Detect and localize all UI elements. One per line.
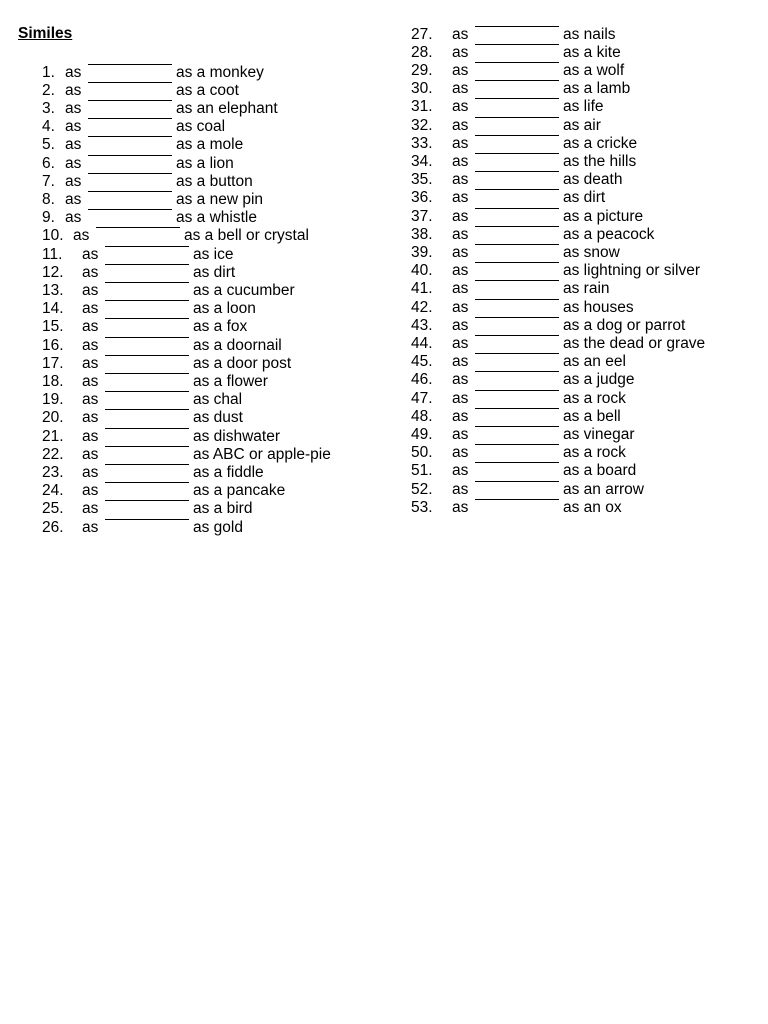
simile-ending: as a cucumber — [193, 281, 295, 299]
as-word: as — [65, 118, 82, 136]
as-word: as — [452, 389, 469, 407]
answer-blank — [475, 135, 559, 136]
as-word: as — [452, 407, 469, 425]
as-word: as — [82, 372, 99, 390]
item-number: 42. — [411, 298, 433, 316]
item-number: 9. — [42, 209, 55, 227]
simile-ending: as a fox — [193, 318, 248, 336]
simile-item — [0, 371, 768, 389]
simile-ending: as lightning or silver — [563, 262, 700, 280]
simile-item — [0, 208, 768, 226]
simile-item — [0, 262, 768, 280]
item-number: 50. — [411, 444, 433, 462]
simile-item — [0, 408, 768, 426]
simile-ending: as a picture — [563, 207, 644, 225]
as-word: as — [452, 298, 469, 316]
simile-ending: as a whistle — [176, 209, 257, 227]
item-number: 21. — [42, 427, 64, 445]
answer-blank — [475, 44, 559, 45]
as-word: as — [452, 262, 469, 280]
simile-ending: as a bell — [563, 407, 621, 425]
as-word: as — [65, 99, 82, 117]
item-number: 37. — [411, 207, 433, 225]
answer-blank — [475, 390, 559, 391]
simile-item — [0, 481, 768, 499]
page-title: Similes — [18, 25, 73, 42]
item-number: 28. — [411, 43, 433, 61]
answer-blank — [475, 481, 559, 482]
item-number: 10. — [42, 227, 64, 245]
item-number: 25. — [42, 500, 64, 518]
simile-ending: as a kite — [563, 43, 621, 61]
answer-blank — [475, 208, 559, 209]
item-number: 22. — [42, 445, 64, 463]
simile-item — [0, 80, 768, 98]
simile-item — [0, 189, 768, 207]
as-word: as — [452, 98, 469, 116]
as-word: as — [452, 25, 469, 43]
item-number: 19. — [42, 391, 64, 409]
simile-ending: as a bell or crystal — [184, 227, 309, 245]
simile-item — [0, 135, 768, 153]
simile-ending: as a flower — [193, 372, 268, 390]
simile-ending: as rain — [563, 280, 610, 298]
item-number: 4. — [42, 118, 55, 136]
simile-ending: as snow — [563, 243, 620, 261]
as-word: as — [82, 263, 99, 281]
simile-ending: as an arrow — [563, 480, 644, 498]
as-word: as — [82, 409, 99, 427]
item-number: 13. — [42, 281, 64, 299]
answer-blank — [475, 62, 559, 63]
simile-item — [0, 299, 768, 317]
as-word: as — [452, 425, 469, 443]
simile-item — [0, 226, 768, 244]
simile-ending: as a judge — [563, 371, 635, 389]
item-number: 1. — [42, 63, 55, 81]
simile-ending: as a pancake — [193, 482, 286, 500]
as-word: as — [452, 334, 469, 352]
as-word: as — [82, 463, 99, 481]
simile-item — [0, 244, 768, 262]
simile-item — [0, 353, 768, 371]
simile-item — [0, 444, 768, 462]
simile-ending: as a lamb — [563, 80, 631, 98]
as-word: as — [452, 316, 469, 334]
as-word: as — [65, 154, 82, 172]
simile-ending: as a loon — [193, 300, 256, 318]
item-number: 52. — [411, 480, 433, 498]
simile-ending: as a board — [563, 462, 637, 480]
item-number: 39. — [411, 243, 433, 261]
as-word: as — [82, 318, 99, 336]
answer-blank — [475, 426, 559, 427]
as-word: as — [65, 63, 82, 81]
simile-item — [0, 98, 768, 116]
simile-ending: as a wolf — [563, 61, 625, 79]
simile-item — [0, 335, 768, 353]
simile-ending: as a doornail — [193, 336, 282, 354]
as-word: as — [452, 243, 469, 261]
simile-ending: as houses — [563, 298, 634, 316]
as-word: as — [82, 518, 99, 536]
item-number: 29. — [411, 61, 433, 79]
as-word: as — [65, 190, 82, 208]
item-number: 47. — [411, 389, 433, 407]
simile-ending: as a button — [176, 172, 253, 190]
item-number: 14. — [42, 300, 64, 318]
item-number: 51. — [411, 462, 433, 480]
answer-blank — [475, 353, 559, 354]
item-number: 5. — [42, 136, 55, 154]
simile-ending: as nails — [563, 25, 616, 43]
simile-ending: as dishwater — [193, 427, 281, 445]
as-word: as — [65, 172, 82, 190]
answer-blank — [475, 499, 559, 500]
answer-blank — [475, 153, 559, 154]
as-word: as — [452, 462, 469, 480]
answer-blank — [475, 317, 559, 318]
as-word: as — [82, 445, 99, 463]
item-number: 23. — [42, 463, 64, 481]
simile-ending: as an elephant — [176, 99, 278, 117]
as-word: as — [452, 61, 469, 79]
item-number: 43. — [411, 316, 433, 334]
simile-ending: as dirt — [563, 189, 606, 207]
answer-blank — [475, 26, 559, 27]
item-number: 30. — [411, 80, 433, 98]
as-word: as — [82, 427, 99, 445]
item-number: 34. — [411, 152, 433, 170]
item-number: 17. — [42, 354, 64, 372]
item-number: 44. — [411, 334, 433, 352]
simile-ending: as coal — [176, 118, 226, 136]
simile-item — [0, 280, 768, 298]
simile-item — [0, 390, 768, 408]
simile-item — [0, 44, 768, 62]
answer-blank — [475, 280, 559, 281]
as-word: as — [452, 353, 469, 371]
simile-ending: as a bird — [193, 500, 253, 518]
simile-ending: as the dead or grave — [563, 334, 706, 352]
answer-blank — [475, 371, 559, 372]
item-number: 20. — [42, 409, 64, 427]
answer-blank — [475, 299, 559, 300]
answer-blank — [475, 171, 559, 172]
answer-blank — [475, 80, 559, 81]
item-number: 8. — [42, 190, 55, 208]
as-word: as — [452, 444, 469, 462]
answer-blank — [475, 189, 559, 190]
as-word: as — [82, 336, 99, 354]
as-word: as — [452, 371, 469, 389]
answer-blank — [475, 117, 559, 118]
simile-ending: as a new pin — [176, 190, 264, 208]
simile-ending: as a coot — [176, 81, 239, 99]
simile-ending: as air — [563, 116, 601, 134]
simile-ending: as death — [563, 171, 623, 189]
answer-blank — [475, 226, 559, 227]
answer-blank — [475, 408, 559, 409]
simile-item — [0, 153, 768, 171]
simile-ending: as vinegar — [563, 425, 635, 443]
as-word: as — [65, 81, 82, 99]
item-number: 48. — [411, 407, 433, 425]
item-number: 16. — [42, 336, 64, 354]
item-number: 36. — [411, 189, 433, 207]
simile-ending: as chal — [193, 391, 243, 409]
simile-ending: as life — [563, 98, 604, 116]
item-number: 11. — [42, 245, 63, 263]
as-word: as — [82, 354, 99, 372]
as-word: as — [452, 43, 469, 61]
item-number: 24. — [42, 482, 64, 500]
simile-ending: as a rock — [563, 444, 626, 462]
item-number: 40. — [411, 262, 433, 280]
item-number: 41. — [411, 280, 433, 298]
as-word: as — [452, 171, 469, 189]
item-number: 31. — [411, 98, 433, 116]
as-word: as — [452, 207, 469, 225]
as-word: as — [82, 300, 99, 318]
simile-item — [0, 462, 768, 480]
as-word: as — [452, 480, 469, 498]
simile-item — [0, 62, 768, 80]
simile-ending: as gold — [193, 518, 243, 536]
simile-ending: as a fiddle — [193, 463, 264, 481]
simile-ending: as a door post — [193, 354, 292, 372]
item-number: 32. — [411, 116, 433, 134]
as-word: as — [82, 281, 99, 299]
simile-ending: as a cricke — [563, 134, 638, 152]
item-number: 3. — [42, 99, 55, 117]
simile-ending: as an eel — [563, 353, 626, 371]
simile-ending: as dust — [193, 409, 243, 427]
as-word: as — [82, 482, 99, 500]
as-word: as — [452, 116, 469, 134]
simile-item — [0, 426, 768, 444]
item-number: 35. — [411, 171, 433, 189]
as-word: as — [452, 80, 469, 98]
answer-blank — [475, 262, 559, 263]
item-number: 26. — [42, 518, 64, 536]
simile-item — [0, 499, 768, 517]
simile-ending: as a dog or parrot — [563, 316, 686, 334]
simile-ending: as a lion — [176, 154, 234, 172]
as-word: as — [82, 391, 99, 409]
answer-blank — [475, 444, 559, 445]
answer-blank — [105, 519, 189, 520]
simile-ending: as the hills — [563, 152, 637, 170]
as-word: as — [452, 189, 469, 207]
simile-item — [0, 519, 768, 537]
simile-ending: as a monkey — [176, 63, 264, 81]
answer-blank — [475, 335, 559, 336]
simile-item — [0, 26, 768, 44]
item-number: 18. — [42, 372, 64, 390]
as-word: as — [452, 498, 469, 516]
as-word: as — [82, 245, 99, 263]
item-number: 33. — [411, 134, 433, 152]
as-word: as — [452, 152, 469, 170]
simile-ending: as dirt — [193, 263, 236, 281]
item-number: 38. — [411, 225, 433, 243]
item-number: 2. — [42, 81, 55, 99]
item-number: 27. — [411, 25, 433, 43]
item-number: 15. — [42, 318, 64, 336]
item-number: 46. — [411, 371, 433, 389]
as-word: as — [73, 227, 90, 245]
item-number: 6. — [42, 154, 55, 172]
answer-blank — [475, 244, 559, 245]
simile-ending: as ice — [193, 245, 234, 263]
item-number: 53. — [411, 498, 433, 516]
simile-item — [0, 317, 768, 335]
simile-item — [0, 117, 768, 135]
as-word: as — [452, 225, 469, 243]
simile-ending: as an ox — [563, 498, 622, 516]
as-word: as — [452, 280, 469, 298]
as-word: as — [452, 134, 469, 152]
answer-blank — [475, 98, 559, 99]
simile-ending: as ABC or apple-pie — [193, 445, 331, 463]
simile-item — [0, 171, 768, 189]
answer-blank — [475, 462, 559, 463]
as-word: as — [65, 136, 82, 154]
item-number: 12. — [42, 263, 64, 281]
simile-ending: as a peacock — [563, 225, 655, 243]
as-word: as — [65, 209, 82, 227]
item-number: 7. — [42, 172, 55, 190]
simile-ending: as a mole — [176, 136, 244, 154]
as-word: as — [82, 500, 99, 518]
simile-ending: as a rock — [563, 389, 626, 407]
item-number: 45. — [411, 353, 433, 371]
item-number: 49. — [411, 425, 433, 443]
